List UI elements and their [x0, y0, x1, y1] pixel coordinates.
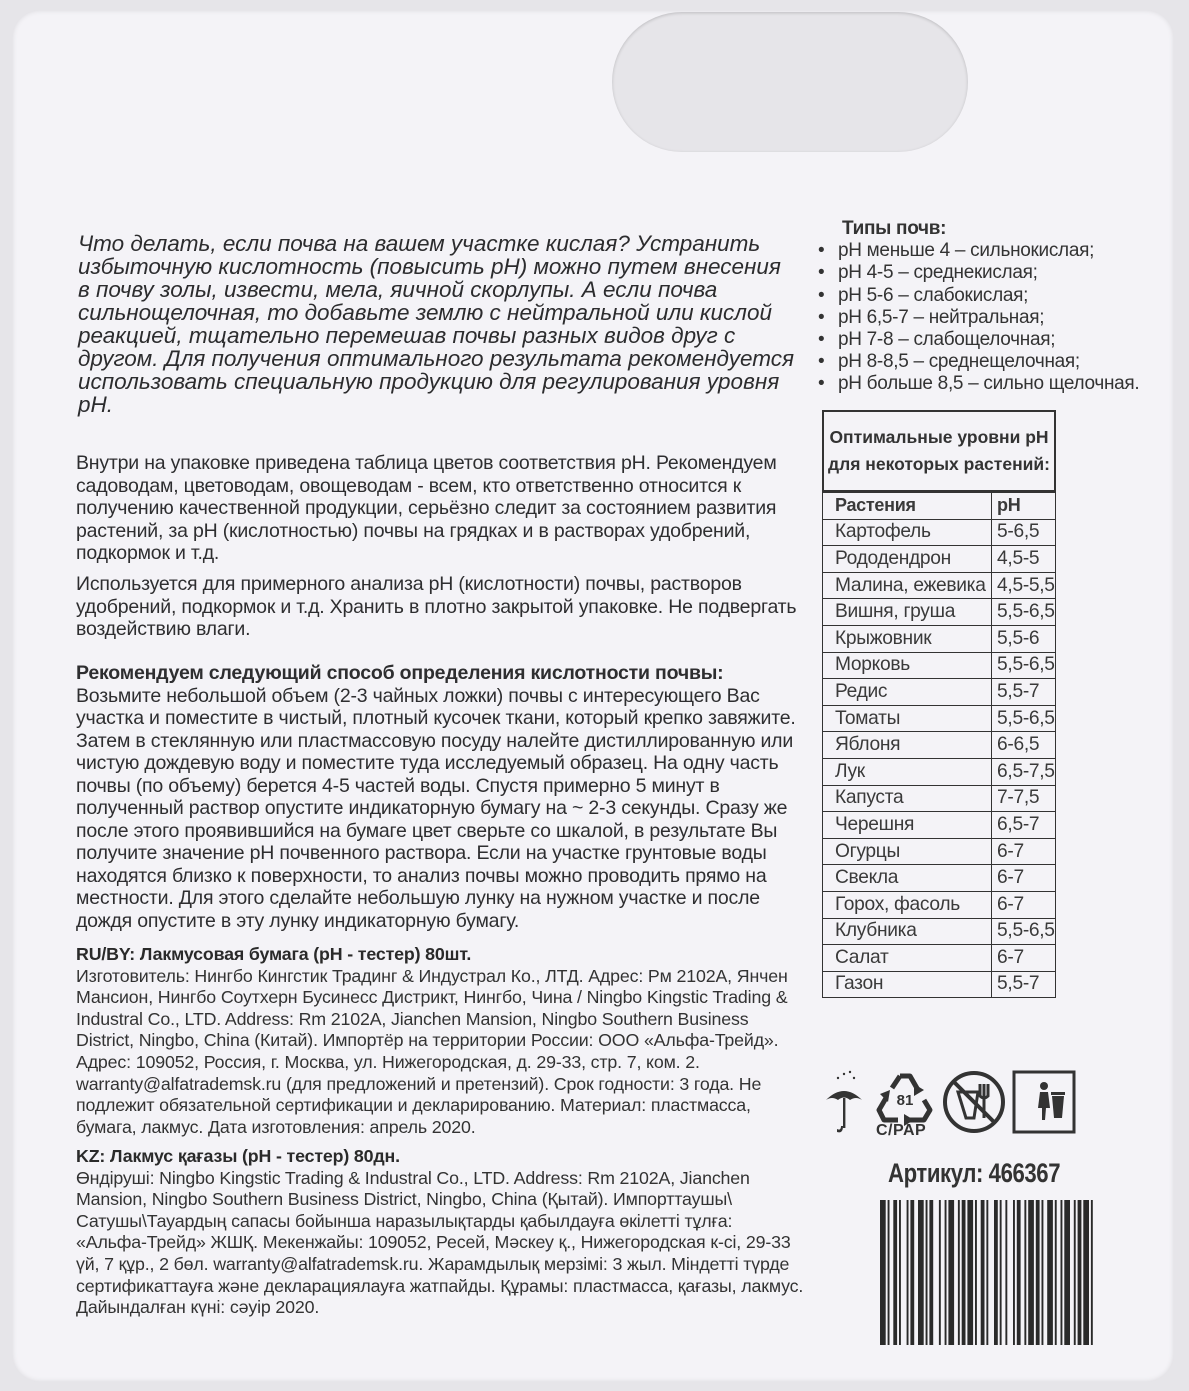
barcode-bar	[1078, 1200, 1082, 1345]
legal-kz-text: Өндіруші: Ningbo Kingstic Trading & Industral Co., LTD. Address: Rm 2102A, Jianchen Mansion, Ningbo Southern Business District, Ningbo, China (Қытай). Импорттаушы\ Сатушы\Тауардың сапасы бойынша наразылықтарды қабылдауға өкілетті тұлға: «Альфа-Трейд» ЖШҚ. Мекенжайы: 109052, Ресей, Мәскеу қ., Нижегородская к-сі, 29-33 үй, 7 құр., 2 бөл. warranty@alfatrademsk.ru. Жарамдылық мерзімі: 3 жыл. Міндетті түрде сертификаттауға және декларациялауға жатпайды. Құрамы: пластмасса, қағазы, лакмус. Дайындалған күні: сәуір 2020.	[76, 1167, 804, 1318]
plant-ph: 5,5-7	[992, 679, 1056, 706]
plant-name: Черешня	[823, 812, 992, 839]
plant-ph: 6-7	[992, 945, 1056, 972]
legal-ru-heading: RU/BY: Лакмусовая бумага (pH - тестер) 80шт.	[76, 944, 472, 964]
plant-name: Газон	[823, 971, 992, 998]
barcode-bar	[1017, 1200, 1021, 1345]
table-row	[823, 572, 1056, 599]
barcode-bar	[910, 1200, 914, 1345]
barcode-bar	[1091, 1200, 1093, 1345]
plant-name: Лук	[823, 758, 992, 785]
plant-ph: 5,5-6,5	[992, 918, 1056, 945]
table-row	[823, 599, 1056, 626]
package-icons	[822, 1068, 1082, 1148]
soil-type-item: • pH 7-8 – слабощелочная;	[818, 329, 1148, 351]
plant-name: Свекла	[823, 865, 992, 892]
method-info	[76, 662, 804, 932]
barcode-bar	[880, 1200, 886, 1345]
barcode-bar	[926, 1200, 928, 1345]
ph-table-title-line1: Оптимальные уровни pH	[829, 427, 1049, 447]
legal-ru	[76, 944, 806, 1138]
ph-table-title	[822, 410, 1056, 492]
plant-ph: 5,5-6,5	[992, 652, 1056, 679]
soil-type-item: • pH 6,5-7 – нейтральная;	[818, 307, 1148, 329]
plant-ph: 5-6,5	[992, 519, 1056, 546]
barcode-bar	[948, 1200, 954, 1345]
plant-name: Картофель	[823, 519, 992, 546]
barcode	[878, 1200, 1140, 1345]
plant-ph: 6-7	[992, 891, 1056, 918]
barcode-bar	[1024, 1200, 1026, 1345]
plant-ph: 4,5-5,5	[992, 572, 1056, 599]
recycle-code: C/PAP	[876, 1122, 927, 1139]
barcode-bar	[888, 1200, 890, 1345]
barcode-bar	[939, 1200, 941, 1345]
plant-name: Морковь	[823, 652, 992, 679]
barcode-bar	[1083, 1200, 1089, 1345]
soil-types	[818, 218, 1148, 396]
dispose-in-bin-icon	[1010, 1068, 1078, 1136]
table-row	[823, 918, 1056, 945]
barcode-bar	[962, 1200, 966, 1345]
ph-table	[822, 492, 1056, 998]
plant-name: Горох, фасоль	[823, 891, 992, 918]
table-row	[823, 758, 1056, 785]
soil-type-item: • pH больше 8,5 – сильно щелочная.	[818, 373, 1148, 395]
barcode-bar	[958, 1200, 960, 1345]
hang-hole	[612, 12, 968, 152]
soil-type-item: • pH меньше 4 – сильнокислая;	[818, 240, 1148, 262]
plant-ph: 5,5-6,5	[992, 599, 1056, 626]
table-header-row	[823, 493, 1056, 520]
keep-dry-icon	[822, 1068, 866, 1148]
table-row	[823, 785, 1056, 812]
barcode-bar	[986, 1200, 988, 1345]
table-row	[823, 705, 1056, 732]
col-plants: Растения	[823, 493, 992, 520]
plant-name: Малина, ежевика	[823, 572, 992, 599]
plant-ph: 6,5-7	[992, 812, 1056, 839]
plant-ph: 6-7	[992, 865, 1056, 892]
barcode-bar	[907, 1200, 909, 1345]
plant-name: Крыжовник	[823, 625, 992, 652]
soil-types-list	[818, 240, 1148, 395]
barcode-bar	[1042, 1200, 1044, 1345]
barcode-bar	[1074, 1200, 1076, 1345]
plant-ph: 7-7,5	[992, 785, 1056, 812]
plant-ph: 5,5-6,5	[992, 705, 1056, 732]
barcode-bar	[929, 1200, 933, 1345]
barcode-bar	[1061, 1200, 1063, 1345]
plant-name: Рододендрон	[823, 546, 992, 573]
table-row	[823, 652, 1056, 679]
barcode-bar	[1005, 1200, 1007, 1345]
soil-types-title: Типы почв:	[842, 218, 947, 239]
plant-ph: 5,5-7	[992, 971, 1056, 998]
barcode-bar	[1047, 1200, 1053, 1345]
table-row	[823, 625, 1056, 652]
barcode-bar	[1000, 1200, 1002, 1345]
soil-type-item: • pH 4-5 – среднекислая;	[818, 262, 1148, 284]
soil-type-item: • pH 8-8,5 – среднещелочная;	[818, 351, 1148, 373]
col-ph: pH	[992, 493, 1056, 520]
barcode-bar	[1036, 1200, 1040, 1345]
table-row	[823, 812, 1056, 839]
barcode-bar	[899, 1200, 901, 1345]
barcode-bar	[1055, 1200, 1057, 1345]
barcode-bar	[975, 1200, 977, 1345]
plant-ph: 6,5-7,5	[992, 758, 1056, 785]
plant-ph: 4,5-5	[992, 546, 1056, 573]
recycle-icon	[874, 1068, 936, 1130]
color-table-info: Внутри на упаковке приведена таблица цветов соответствия pH. Рекомендуем садоводам, цветоводам, овощеводам - всем, кто ответственно относится к получению качественной продукции, серьёзно следит за состоянием развития растений, за pH (кислотностью) почвы на грядках и в растворах удобрений, подкормок и т.д.	[76, 452, 777, 564]
table-row	[823, 679, 1056, 706]
barcode-bar	[1064, 1200, 1070, 1345]
plant-name: Вишня, груша	[823, 599, 992, 626]
barcode-bar	[893, 1200, 897, 1345]
method-text: Возьмите небольшой объем (2-3 чайных ложки) почвы с интересующего Вас участка и поместите в чистый, плотный кусочек ткани, который крепко завяжите. Затем в стеклянную или пластмассовую посуду налейте дистиллированную или чистую дождевую воду и поместите туда исследуемый образец. На одну часть почвы (по объему) берется 4-5 частей воды. Спустя примерно 5 минут в полученный раствор опустите индикаторную бумагу на ~ 2-3 секунды. Сразу же после этого проявившийся на бумаге цвет сверьте со шкалой, в результате Вы получите значение pH почвенного раствора. Если на участке грунтовые воды находятся близко к поверхности, то анализ почвы можно проводить прямо на местности. Для этого сделайте небольшую лунку на нужном участке и после дождя опустите в эту лунку индикаторную бумагу.	[76, 684, 796, 932]
table-row	[823, 519, 1056, 546]
recycle-number: 81	[896, 1092, 914, 1109]
plant-name: Салат	[823, 945, 992, 972]
soil-type-item: • pH 5-6 – слабокислая;	[818, 285, 1148, 307]
barcode-bar	[994, 1200, 998, 1345]
barcode-bar	[981, 1200, 985, 1345]
plant-ph: 6-7	[992, 838, 1056, 865]
ph-table-title-line2: для некоторых растений:	[827, 454, 1050, 474]
table-row	[823, 732, 1056, 759]
article-number: Артикул: 466367	[888, 1158, 1061, 1188]
legal-kz	[76, 1146, 806, 1319]
plant-name: Клубника	[823, 918, 992, 945]
plant-name: Томаты	[823, 705, 992, 732]
plant-name: Редис	[823, 679, 992, 706]
legal-kz-heading: KZ: Лакмус қағазы (pH - тестер) 80дн.	[76, 1146, 400, 1166]
barcode-bar	[1028, 1200, 1034, 1345]
ph-table-body	[823, 519, 1056, 998]
method-heading: Рекомендуем следующий способ определения кислотности почвы:	[76, 662, 724, 684]
plant-name: Яблоня	[823, 732, 992, 759]
legal-ru-text: Изготовитель: Нингбо Кингстик Традинг & Индустрал Ко., ЛТД. Адрес: Рм 2102А, Янчен Мансион, Нингбо Соутхерн Бусинесс Дистрикт, Нингбо, Чина / Ningbo Kingstic Trading & Industral Co., LTD. Address: Rm 2102A, Jianchen Mansion, Ningbo Southern Business District, Ningbo, China (Китай). Импортёр на территории России: ООО «Альфа-Трейд». Адрес: 109052, Россия, г. Москва, ул. Нижегородская, д. 29-33, стр. 7, ком. 2. warranty@alfatrademsk.ru (для предложений и претензий). Срок годности: 3 года. Не подлежит обязательной сертификации и декларированию. Материал: пластмасса, бумага, лакмус. Дата изготовления: апрель 2020.	[76, 965, 788, 1137]
plant-ph: 5,5-6	[992, 625, 1056, 652]
table-row	[823, 945, 1056, 972]
barcode-bar	[918, 1200, 924, 1345]
plant-ph: 6-6,5	[992, 732, 1056, 759]
table-row	[823, 546, 1056, 573]
barcode-bar	[945, 1200, 947, 1345]
table-row	[823, 971, 1056, 998]
plant-name: Огурцы	[823, 838, 992, 865]
plant-name: Капуста	[823, 785, 992, 812]
barcode-bar	[967, 1200, 973, 1345]
table-row	[823, 865, 1056, 892]
barcode-bar	[1013, 1200, 1015, 1345]
acid-soil-advice: Что делать, если почва на вашем участке кислая? Устранить избыточную кислотность (повысить pH) можно путем внесения в почву золы, извести, мела, яичной скорлупы. А если почва сильнощелочная, то добавьте землю с нейтральной или кислой реакцией, тщательно перемешав почвы разных видов друг с другом. Для получения оптимального результата рекомендуется использовать специальную продукцию для регулирования уровня pH.	[78, 231, 795, 417]
table-row	[823, 838, 1056, 865]
table-row	[823, 891, 1056, 918]
not-for-food-icon	[940, 1068, 1008, 1136]
usage-info: Используется для примерного анализа pH (кислотности) почвы, растворов удобрений, подкормок и т.д. Хранить в плотно закрытой упаковке. Не подвергать воздействию влаги.	[76, 573, 797, 640]
